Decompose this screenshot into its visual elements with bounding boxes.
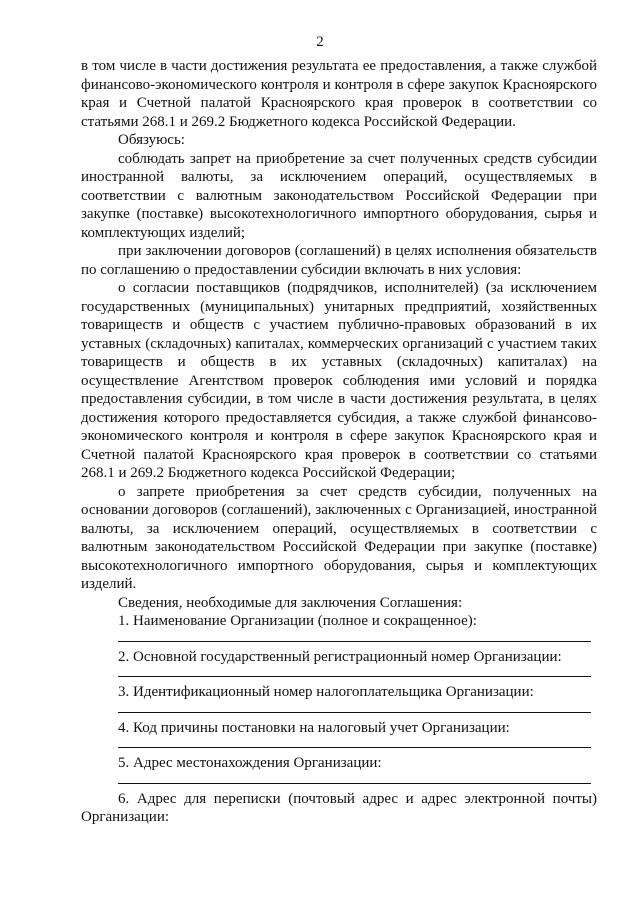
field-label-mailing-address: 6. Адрес для переписки (почтовый адрес и адрес электронной почты) Организации: bbox=[81, 790, 597, 825]
fill-line-kpp bbox=[118, 737, 591, 748]
fill-line-name bbox=[118, 631, 591, 642]
paragraph-supplier-consent: о согласии поставщиков (подрядчиков, исполнителей) (за исключением государственных (муниципальных) унитарных предприятий, хозяйственных товариществ и обществ с участием публично-правовых образований в их уставных (складочных) капиталах, коммерческих организаций с участием таких товариществ и обществ в их уставных (складочных) капиталах) на осуществление Агентством проверок соблюдения ими условий и порядка предоставления субсидии, в том числе в части достижения результата, в целях достижения которого предоставляется субсидия, а также службой финансово-экономического контроля и контроля в сфере закупок Красноярского края и Счетной палатой Красноярского края проверок в соответствии со статьями 268.1 и 269.2 Бюджетного кодекса Российской Федерации; bbox=[81, 280, 597, 481]
document-body bbox=[81, 57, 597, 827]
paragraph-obligation-heading: Обязуюсь: bbox=[118, 132, 185, 148]
paragraph-currency-purchase-ban: о запрете приобретения за счет средств субсидии, полученных на основании договоров (соглашений), заключенных с Организацией, иностранной валюты, за исключением операций, осуществляемых в соответствии с валютным законодательством Российской Федерации при закупке (поставке) высокотехнологичного импортного оборудования, сырья и комплектующих изделий. bbox=[81, 483, 597, 592]
fill-line-ogrn bbox=[118, 666, 591, 677]
field-label-inn: 3. Идентификационный номер налогоплательщика Организации: bbox=[118, 684, 534, 700]
fill-line-address bbox=[118, 773, 591, 784]
field-label-address: 5. Адрес местонахождения Организации: bbox=[118, 755, 382, 771]
field-label-kpp: 4. Код причины постановки на налоговый учет Организации: bbox=[118, 719, 510, 736]
paragraph-continuation: в том числе в части достижения результата ее предоставления, а также службой финансово-экономического контроля и контроля в сфере закупок Красноярского края и Счетной палатой Красноярского края проверок в соответствии со статьями 268.1 и 269.2 Бюджетного кодекса Российской Федерации. bbox=[81, 58, 597, 130]
page-number: 2 bbox=[316, 34, 324, 50]
field-label-ogrn: 2. Основной государственный регистрационный номер Организации: bbox=[118, 648, 562, 665]
paragraph-currency-ban: соблюдать запрет на приобретение за счет полученных средств субсидии иностранной валюты, за исключением операций, осуществляемых в соответствии с валютным законодательством Российской Федерации при закупке (поставке) высокотехнологичного импортного оборудования, сырья и комплектующих изделий; bbox=[81, 150, 597, 241]
field-label-name: 1. Наименование Организации (полное и сокращенное): bbox=[118, 613, 477, 629]
paragraph-contract-conditions: при заключении договоров (соглашений) в целях исполнения обязательств по соглашению о предоставлении субсидии включать в них условия: bbox=[81, 243, 597, 278]
fill-line-inn bbox=[118, 702, 591, 713]
paragraph-info-heading: Сведения, необходимые для заключения Соглашения: bbox=[118, 594, 463, 611]
